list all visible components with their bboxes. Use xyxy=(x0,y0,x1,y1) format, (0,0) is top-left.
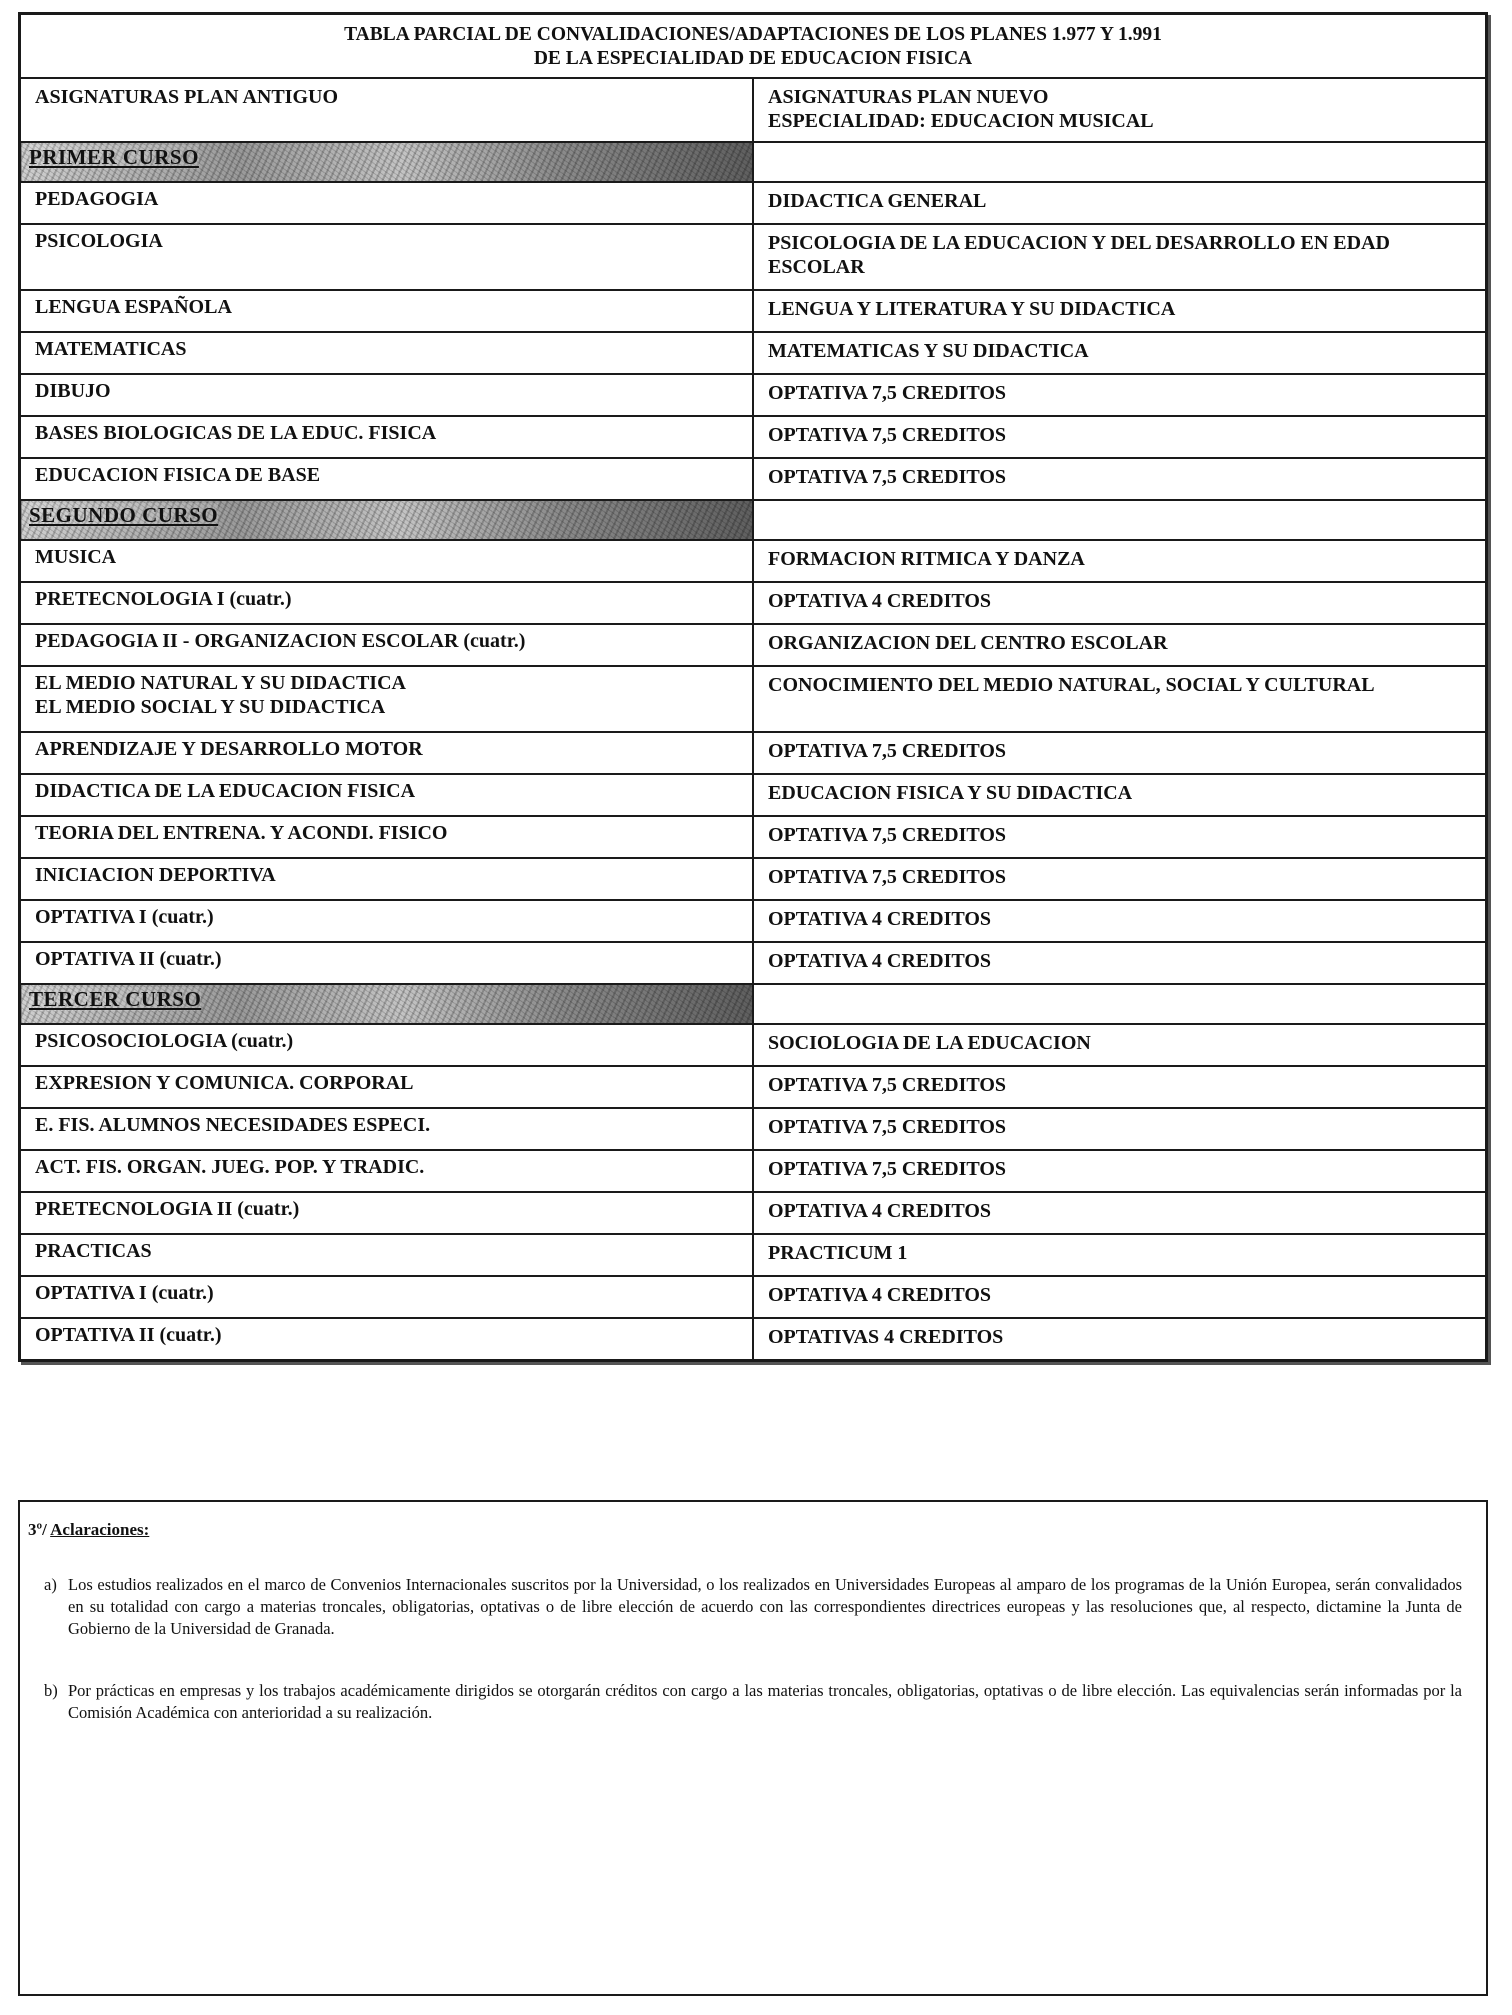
table-row xyxy=(20,942,1487,984)
header-old-plan: ASIGNATURAS PLAN ANTIGUO xyxy=(20,78,754,142)
new-subject: LENGUA Y LITERATURA Y SU DIDACTICA xyxy=(753,290,1487,332)
header-new-plan-line1: ASIGNATURAS PLAN NUEVO xyxy=(768,86,1049,108)
clarification-a-text: Los estudios realizados en el marco de Convenios Internacionales suscritos por la Universidad, o los realizados en Universidades Europeas al amparo de los programas de la Unión Europea, serán convalidados en su totalidad con cargo a materias troncales, obligatorias, optativas o de libre elección de acuerdo con las correspondientes directrices europeas y las resoluciones que, al respecto, dictamine la Junta de Gobierno de la Universidad de Granada. xyxy=(68,1575,1462,1638)
new-subject: OPTATIVA 7,5 CREDITOS xyxy=(753,1150,1487,1192)
table-row xyxy=(20,774,1487,816)
table-row xyxy=(20,666,1487,732)
table-row xyxy=(20,1318,1487,1361)
old-subject-line1: EL MEDIO NATURAL Y SU DIDACTICA xyxy=(35,672,406,694)
section-empty-cell xyxy=(753,500,1487,540)
table-row xyxy=(20,1192,1487,1234)
old-subject: PRETECNOLOGIA II (cuatr.) xyxy=(20,1192,754,1234)
old-subject: PEDAGOGIA xyxy=(20,182,754,224)
new-subject: OPTATIVA 7,5 CREDITOS xyxy=(753,816,1487,858)
clarification-a-marker: a) xyxy=(44,1575,57,1594)
section-label-cell xyxy=(20,984,754,1024)
old-subject: EXPRESION Y COMUNICA. CORPORAL xyxy=(20,1066,754,1108)
header-new-plan xyxy=(753,78,1487,142)
section-label-cell xyxy=(20,142,754,182)
old-subject: INICIACION DEPORTIVA xyxy=(20,858,754,900)
convalidation-table xyxy=(18,12,1488,1362)
table-row xyxy=(20,290,1487,332)
old-subject: BASES BIOLOGICAS DE LA EDUC. FISICA xyxy=(20,416,754,458)
table-row xyxy=(20,416,1487,458)
clarification-a xyxy=(44,1574,1462,1640)
clarifications-number: 3º/ xyxy=(28,1520,47,1539)
table-title xyxy=(20,14,1487,79)
section-row xyxy=(20,984,1487,1024)
new-subject: OPTATIVA 7,5 CREDITOS xyxy=(753,416,1487,458)
old-subject: OPTATIVA II (cuatr.) xyxy=(20,942,754,984)
new-subject: OPTATIVA 4 CREDITOS xyxy=(753,582,1487,624)
clarifications-box xyxy=(18,1500,1488,1996)
table-row xyxy=(20,224,1487,290)
table-row xyxy=(20,332,1487,374)
clarification-b-text: Por prácticas en empresas y los trabajos académicamente dirigidos se otorgarán créditos con cargo a las materias troncales, obligatorias, optativas o de libre elección. Las equivalencias serán informadas por la Comisión Académica con anterioridad a su realización. xyxy=(68,1681,1462,1722)
old-subject: PSICOLOGIA xyxy=(20,224,754,290)
old-subject: PRACTICAS xyxy=(20,1234,754,1276)
table-row xyxy=(20,1150,1487,1192)
old-subject: OPTATIVA I (cuatr.) xyxy=(20,900,754,942)
clarification-b xyxy=(44,1680,1462,1724)
section-empty-cell xyxy=(753,984,1487,1024)
new-subject: OPTATIVA 4 CREDITOS xyxy=(753,900,1487,942)
new-subject: PRACTICUM 1 xyxy=(753,1234,1487,1276)
new-subject: OPTATIVA 4 CREDITOS xyxy=(753,1276,1487,1318)
clarification-b-marker: b) xyxy=(44,1681,58,1700)
old-subject: MATEMATICAS xyxy=(20,332,754,374)
old-subject: PSICOSOCIOLOGIA (cuatr.) xyxy=(20,1024,754,1066)
new-subject: PSICOLOGIA DE LA EDUCACION Y DEL DESARROLLO EN EDAD ESCOLAR xyxy=(753,224,1487,290)
new-subject: ORGANIZACION DEL CENTRO ESCOLAR xyxy=(753,624,1487,666)
section-row xyxy=(20,500,1487,540)
table-row xyxy=(20,900,1487,942)
old-subject: ACT. FIS. ORGAN. JUEG. POP. Y TRADIC. xyxy=(20,1150,754,1192)
table-title-line1: TABLA PARCIAL DE CONVALIDACIONES/ADAPTACIONES DE LOS PLANES 1.977 Y 1.991 xyxy=(344,24,1162,45)
new-subject: OPTATIVA 4 CREDITOS xyxy=(753,942,1487,984)
new-subject: MATEMATICAS Y SU DIDACTICA xyxy=(753,332,1487,374)
table-row xyxy=(20,624,1487,666)
table-row xyxy=(20,182,1487,224)
section-empty-cell xyxy=(753,142,1487,182)
new-subject: OPTATIVA 7,5 CREDITOS xyxy=(753,458,1487,500)
table-row xyxy=(20,732,1487,774)
old-subject: OPTATIVA II (cuatr.) xyxy=(20,1318,754,1361)
clarifications-heading xyxy=(28,1520,149,1540)
section-name: PRIMER CURSO xyxy=(29,145,199,169)
old-subject xyxy=(20,666,754,732)
new-subject: OPTATIVAS 4 CREDITOS xyxy=(753,1318,1487,1361)
table-row xyxy=(20,458,1487,500)
table-row xyxy=(20,1276,1487,1318)
new-subject: OPTATIVA 7,5 CREDITOS xyxy=(753,374,1487,416)
old-subject: LENGUA ESPAÑOLA xyxy=(20,290,754,332)
new-subject: OPTATIVA 7,5 CREDITOS xyxy=(753,732,1487,774)
old-subject: MUSICA xyxy=(20,540,754,582)
table-row xyxy=(20,1234,1487,1276)
table-row xyxy=(20,1108,1487,1150)
old-subject: DIBUJO xyxy=(20,374,754,416)
old-subject: PEDAGOGIA II - ORGANIZACION ESCOLAR (cuatr.) xyxy=(20,624,754,666)
table-row xyxy=(20,858,1487,900)
table-row xyxy=(20,816,1487,858)
old-subject: OPTATIVA I (cuatr.) xyxy=(20,1276,754,1318)
new-subject: FORMACION RITMICA Y DANZA xyxy=(753,540,1487,582)
clarifications-title: Aclaraciones: xyxy=(50,1520,150,1539)
section-name: TERCER CURSO xyxy=(29,987,202,1011)
old-subject-line2: EL MEDIO SOCIAL Y SU DIDACTICA xyxy=(35,696,386,718)
old-subject: E. FIS. ALUMNOS NECESIDADES ESPECI. xyxy=(20,1108,754,1150)
new-subject: SOCIOLOGIA DE LA EDUCACION xyxy=(753,1024,1487,1066)
section-label-cell xyxy=(20,500,754,540)
new-subject: OPTATIVA 7,5 CREDITOS xyxy=(753,1066,1487,1108)
old-subject: APRENDIZAJE Y DESARROLLO MOTOR xyxy=(20,732,754,774)
section-row xyxy=(20,142,1487,182)
new-subject: DIDACTICA GENERAL xyxy=(753,182,1487,224)
old-subject: EDUCACION FISICA DE BASE xyxy=(20,458,754,500)
table-row xyxy=(20,582,1487,624)
new-subject: EDUCACION FISICA Y SU DIDACTICA xyxy=(753,774,1487,816)
new-subject: CONOCIMIENTO DEL MEDIO NATURAL, SOCIAL Y CULTURAL xyxy=(753,666,1487,732)
section-name: SEGUNDO CURSO xyxy=(29,503,219,527)
new-subject: OPTATIVA 4 CREDITOS xyxy=(753,1192,1487,1234)
table-title-line2: DE LA ESPECIALIDAD DE EDUCACION FISICA xyxy=(533,48,973,69)
table-row xyxy=(20,1066,1487,1108)
old-subject: TEORIA DEL ENTRENA. Y ACONDI. FISICO xyxy=(20,816,754,858)
table-row xyxy=(20,1024,1487,1066)
old-subject: DIDACTICA DE LA EDUCACION FISICA xyxy=(20,774,754,816)
table-row xyxy=(20,540,1487,582)
header-new-plan-line2: ESPECIALIDAD: EDUCACION MUSICAL xyxy=(768,110,1154,132)
table-row xyxy=(20,374,1487,416)
old-subject: PRETECNOLOGIA I (cuatr.) xyxy=(20,582,754,624)
new-subject: OPTATIVA 7,5 CREDITOS xyxy=(753,858,1487,900)
new-subject: OPTATIVA 7,5 CREDITOS xyxy=(753,1108,1487,1150)
